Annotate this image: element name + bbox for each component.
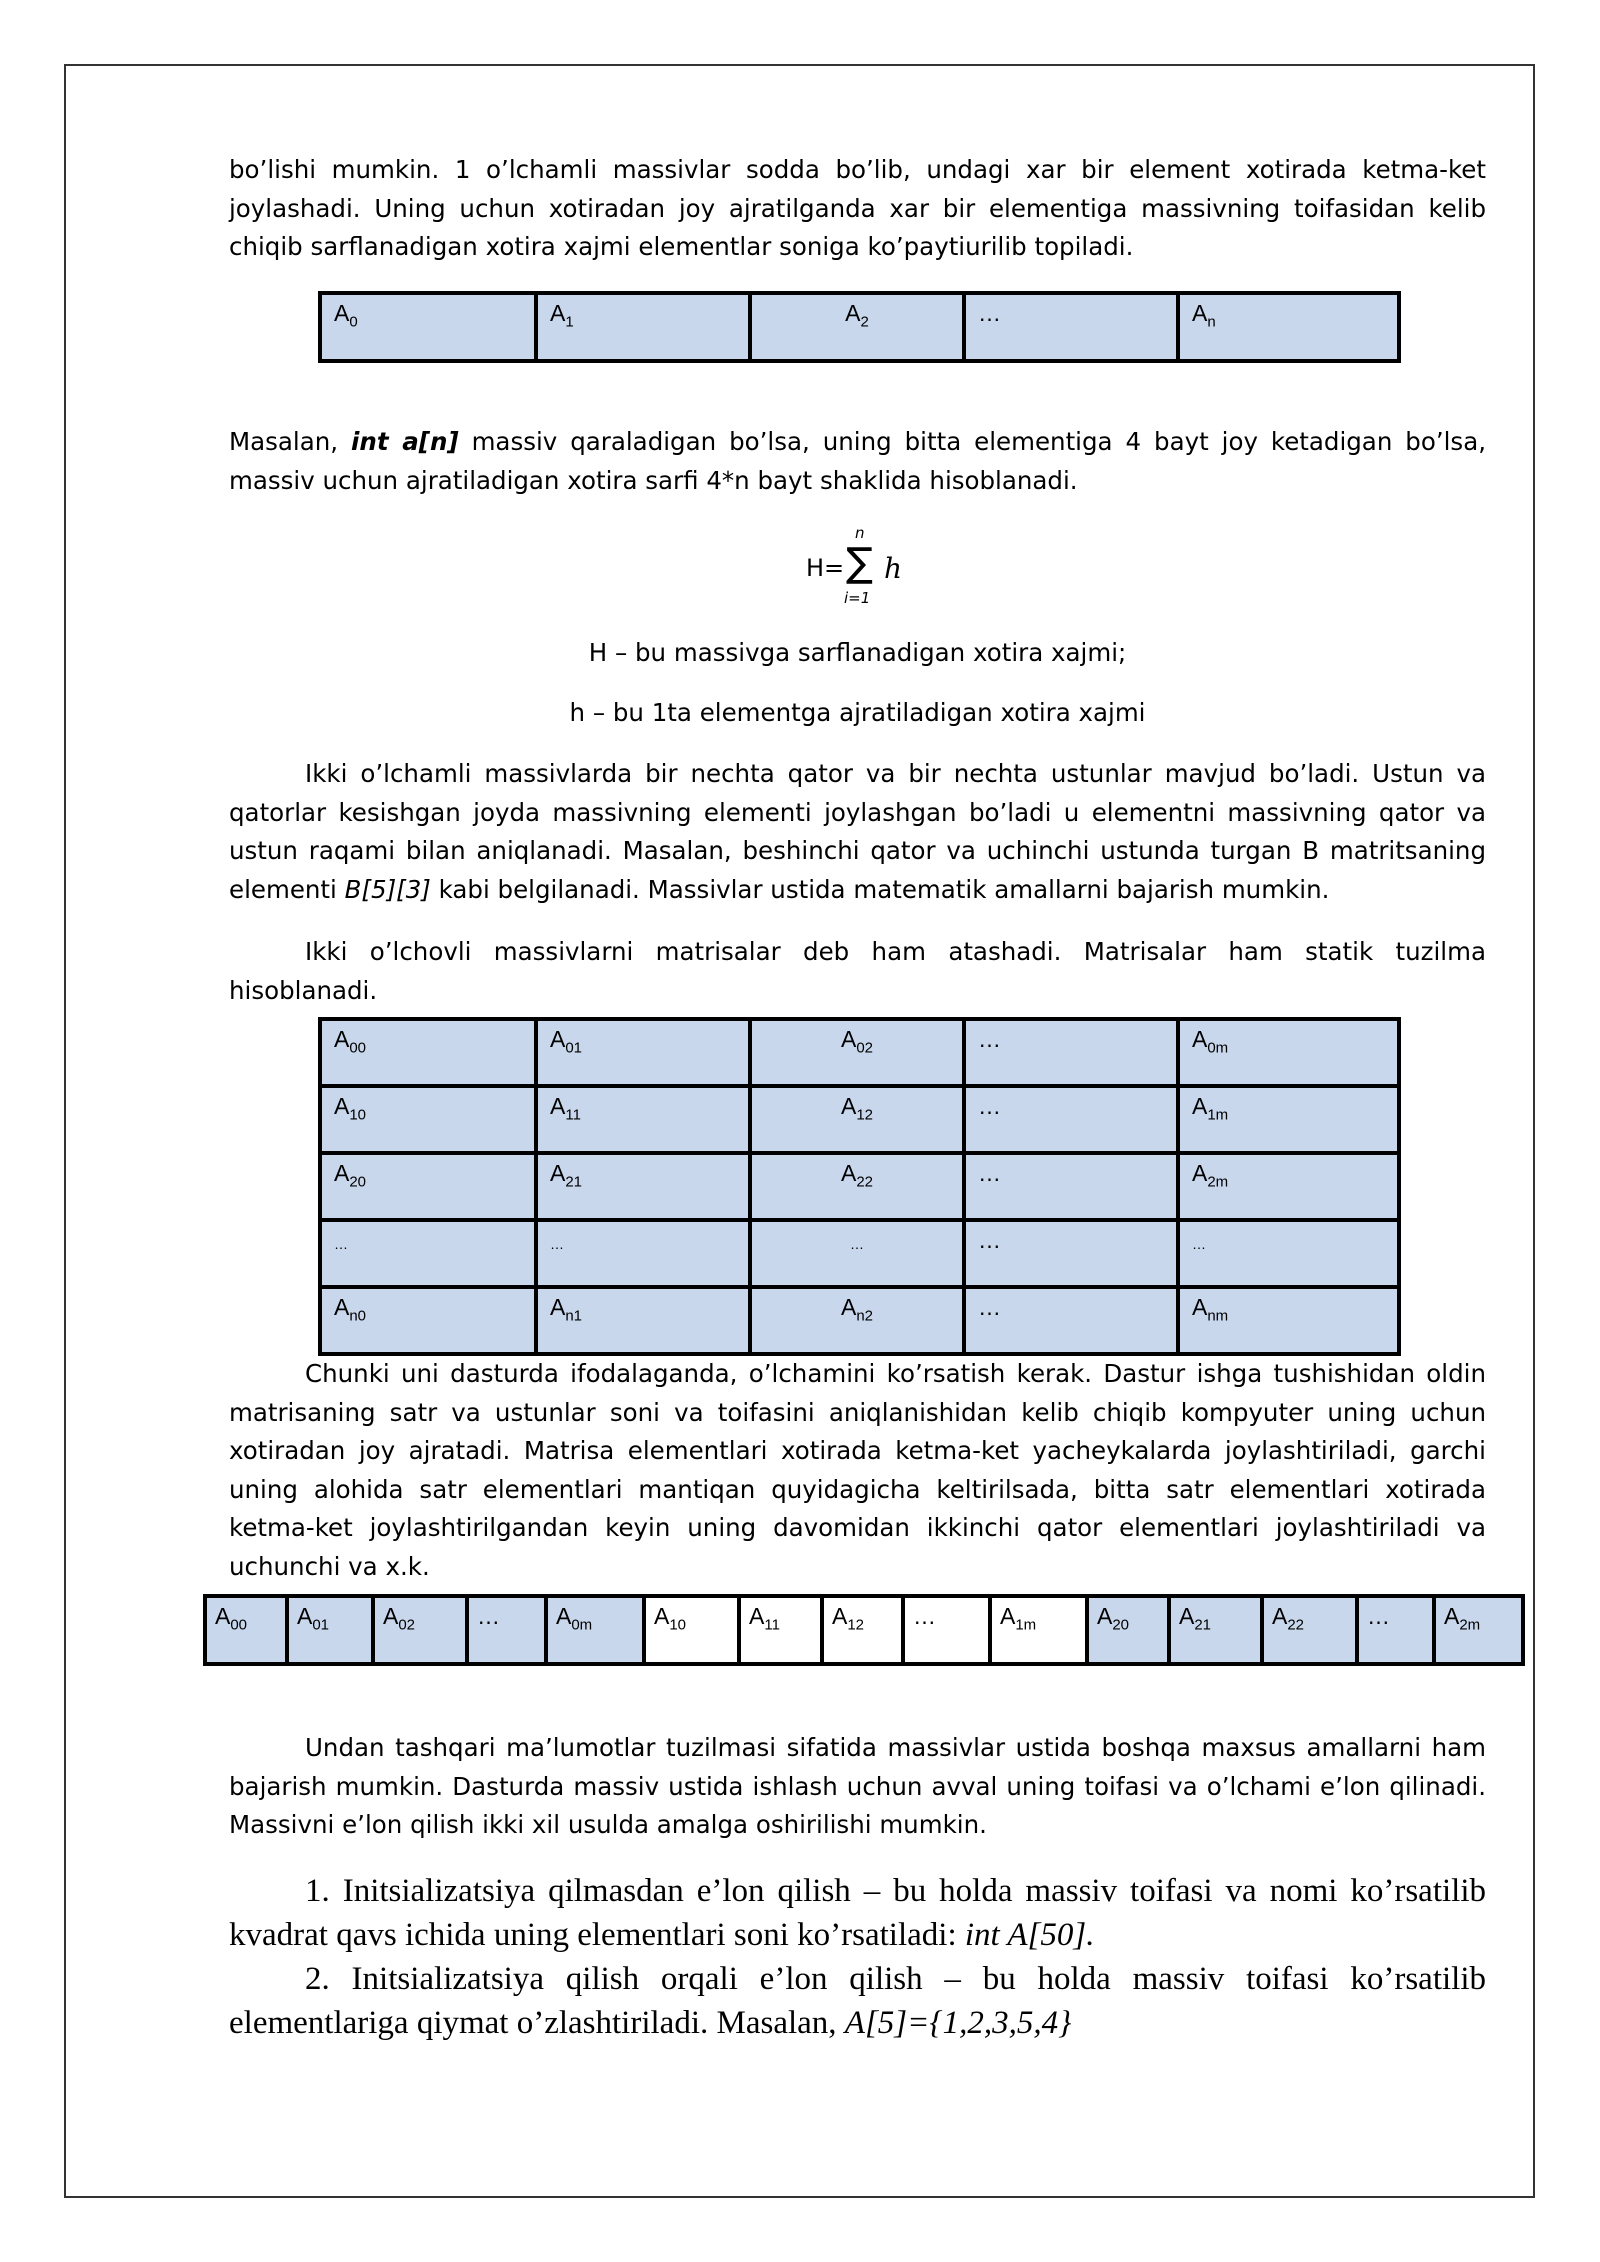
method-2-text: 2. Initsializatsiya qilish orqali e’lon qilish – bu holda massiv toifasi ko’rsatilib elementlariga qiymat o’zlashtiriladi. Masalan, xyxy=(229,1961,1486,2041)
array-row xyxy=(320,293,1399,361)
matrix-cell: … xyxy=(964,1019,1178,1086)
linear-array-cell: $A_{02}$ xyxy=(373,1596,467,1664)
method-1 xyxy=(229,1869,1486,1957)
paragraph-example-pre: Masalan, xyxy=(229,427,352,456)
formula-sigma: ∑ xyxy=(846,540,873,586)
code-int-a-n: int a[n] xyxy=(351,427,459,456)
array-cell: $A_2$ xyxy=(750,293,964,361)
array-cell: $A_1$ xyxy=(536,293,750,361)
linear-array-cell: $A_{20}$ xyxy=(1087,1596,1169,1664)
matrix-row xyxy=(320,1287,1399,1354)
paragraph-example xyxy=(229,423,1486,500)
linear-array-cell: … xyxy=(467,1596,546,1664)
matrix-cell: … xyxy=(750,1220,964,1287)
linear-memory-array-diagram xyxy=(203,1594,1525,1666)
linear-array-cell: $A_{12}$ xyxy=(822,1596,903,1664)
matrix-cell: $A_{21}$ xyxy=(536,1153,750,1220)
definition-H: H – bu massivga sarflanadigan xotira xajmi; xyxy=(588,638,1127,667)
matrix-cell: … xyxy=(1178,1220,1399,1287)
linear-array-cell: $A_{22}$ xyxy=(1262,1596,1357,1664)
matrix-row xyxy=(320,1019,1399,1086)
linear-array-cell: … xyxy=(903,1596,990,1664)
method-1-code: int A[50]. xyxy=(964,1917,1095,1953)
matrix-cell: $A_{22}$ xyxy=(750,1153,964,1220)
definitions xyxy=(229,634,1486,732)
linear-array-cell: $A_{01}$ xyxy=(287,1596,373,1664)
matrix-cell: $A_{10}$ xyxy=(320,1086,536,1153)
sum-formula xyxy=(806,524,916,614)
matrix-cell: $A_{1m}$ xyxy=(1178,1086,1399,1153)
matrix-cell: $A_{0m}$ xyxy=(1178,1019,1399,1086)
matrix-cell: … xyxy=(320,1220,536,1287)
paragraph-matrices-text: Ikki o’lchovli massivlarni matrisalar deb ham atashadi. Matrisalar ham statik tuzilma hisoblanadi. xyxy=(229,937,1486,1005)
paragraph-memory-layout-text: Chunki uni dasturda ifodalaganda, o’lchamini ko’rsatish kerak. Dastur ishga tushishidan oldin matrisaning satr va ustunlar soni va toifasini aniqlanishidan kelib chiqib kompyuter uning uchun xotiradan joy ajratadi. Matrisa elementlari xotirada ketma-ket yacheykalarda joylashtiriladi, garchi uning alohida satr elementlari mantiqan quyidagicha keltirilsada, bitta satr elementlari xotirada ketma-ket joylashtirilgandan keyin uning davomidan ikkinchi qator elementlari joylashtiriladi va uchunchi va x.k. xyxy=(229,1359,1486,1581)
paragraph-declaration-text: Undan tashqari ma’lumotlar tuzilmasi sifatida massivlar ustida boshqa maxsus amallarni ham bajarish mumkin. Dasturda massiv ustida ishlash uchun avval uning toifasi va o’lchami e’lon qilinadi. Massivni e’lon qilish ikki xil usulda amalga oshirilishi mumkin. xyxy=(229,1733,1486,1839)
matrix-cell: … xyxy=(964,1153,1178,1220)
matrix-cell: $A_{12}$ xyxy=(750,1086,964,1153)
linear-array-cell: $A_{11}$ xyxy=(739,1596,822,1664)
linear-array-cell: $A_{00}$ xyxy=(205,1596,287,1664)
matrix-row xyxy=(320,1220,1399,1287)
formula-lower-limit: i=1 xyxy=(844,589,871,607)
array-cell: $A_0$ xyxy=(320,293,536,361)
array-cell: $A_n$ xyxy=(1178,293,1399,361)
linear-array-cell: $A_{2m}$ xyxy=(1434,1596,1523,1664)
method-2 xyxy=(229,1957,1486,2045)
matrix-cell: $A_{20}$ xyxy=(320,1153,536,1220)
paragraph-two-dimensional xyxy=(229,755,1486,909)
code-b-5-3: B[5][3] xyxy=(344,874,431,904)
declaration-methods xyxy=(229,1869,1486,2045)
matrix-cell: $A_{02}$ xyxy=(750,1019,964,1086)
formula-term: h xyxy=(884,552,903,585)
paragraph-2d-post: kabi belgilanadi. Massivlar ustida matematik amallarni bajarish mumkin. xyxy=(430,874,1330,904)
paragraph-example-post: massiv qaraladigan bo’lsa, uning bitta elementiga 4 bayt joy ketadigan bo’lsa, massiv uchun ajratiladigan xotira sarfi 4*n bayt shaklida hisoblanadi. xyxy=(229,427,1486,495)
linear-array-cell: … xyxy=(1357,1596,1434,1664)
matrix-cell: $A_{00}$ xyxy=(320,1019,536,1086)
paragraph-matrices xyxy=(229,933,1486,1010)
paragraph-intro xyxy=(229,151,1486,267)
matrix-body xyxy=(320,1019,1399,1354)
formula-upper-limit: n xyxy=(855,524,865,542)
matrix-cell: … xyxy=(964,1220,1178,1287)
matrix-cell: $A_{01}$ xyxy=(536,1019,750,1086)
matrix-row xyxy=(320,1086,1399,1153)
matrix-cell: $A_{11}$ xyxy=(536,1086,750,1153)
linear-array-cell: $A_{21}$ xyxy=(1169,1596,1262,1664)
definition-h: h – bu 1ta elementga ajratiladigan xotira xajmi xyxy=(569,698,1146,727)
matrix-diagram xyxy=(318,1017,1401,1356)
method-1-text: 1. Initsializatsiya qilmasdan e’lon qilish – bu holda massiv toifasi va nomi ko’rsatilib kvadrat qavs ichida uning elementlari soni ko’rsatiladi: xyxy=(229,1873,1486,1953)
matrix-cell: … xyxy=(536,1220,750,1287)
paragraph-memory-layout xyxy=(229,1355,1486,1586)
matrix-cell: $A_{n0}$ xyxy=(320,1287,536,1354)
matrix-cell: $A_{n1}$ xyxy=(536,1287,750,1354)
method-2-code: A[5]={1,2,3,5,4} xyxy=(844,2005,1072,2041)
paragraph-declaration xyxy=(229,1729,1486,1845)
linear-array-cell: $A_{10}$ xyxy=(644,1596,739,1664)
matrix-cell: $A_{nm}$ xyxy=(1178,1287,1399,1354)
matrix-row xyxy=(320,1153,1399,1220)
paragraph-2d-pre: Ikki o’lchamli massivlarda bir nechta qator va bir nechta ustunlar mavjud bo’ladi. Ustun va qatorlar kesishgan joyda massivning elementi joylashgan bo’ladi u elementni massivning qator va ustun raqami bilan aniqlanadi. Masalan, beshinchi qator va uchinchi ustunda turgan B matritsaning elementi xyxy=(229,759,1486,904)
array-cell: … xyxy=(964,293,1178,361)
one-dimensional-array-diagram xyxy=(318,291,1401,363)
linear-array-cell: $A_{0m}$ xyxy=(546,1596,644,1664)
formula-lhs: H= xyxy=(806,554,845,582)
matrix-cell: … xyxy=(964,1287,1178,1354)
paragraph-intro-text: bo’lishi mumkin. 1 o’lchamli massivlar sodda bo’lib, undagi xar bir element xotirada ketma-ket joylashadi. Uning uchun xotiradan joy ajratilganda xar bir elementiga massivning toifasidan kelib chiqib sarflanadigan xotira xajmi elementlar soniga ko’paytiurilib topiladi. xyxy=(229,155,1486,261)
linear-array-cell: $A_{1m}$ xyxy=(990,1596,1087,1664)
matrix-cell: $A_{n2}$ xyxy=(750,1287,964,1354)
linear-array-row xyxy=(205,1596,1523,1664)
matrix-cell: $A_{2m}$ xyxy=(1178,1153,1399,1220)
matrix-cell: … xyxy=(964,1086,1178,1153)
